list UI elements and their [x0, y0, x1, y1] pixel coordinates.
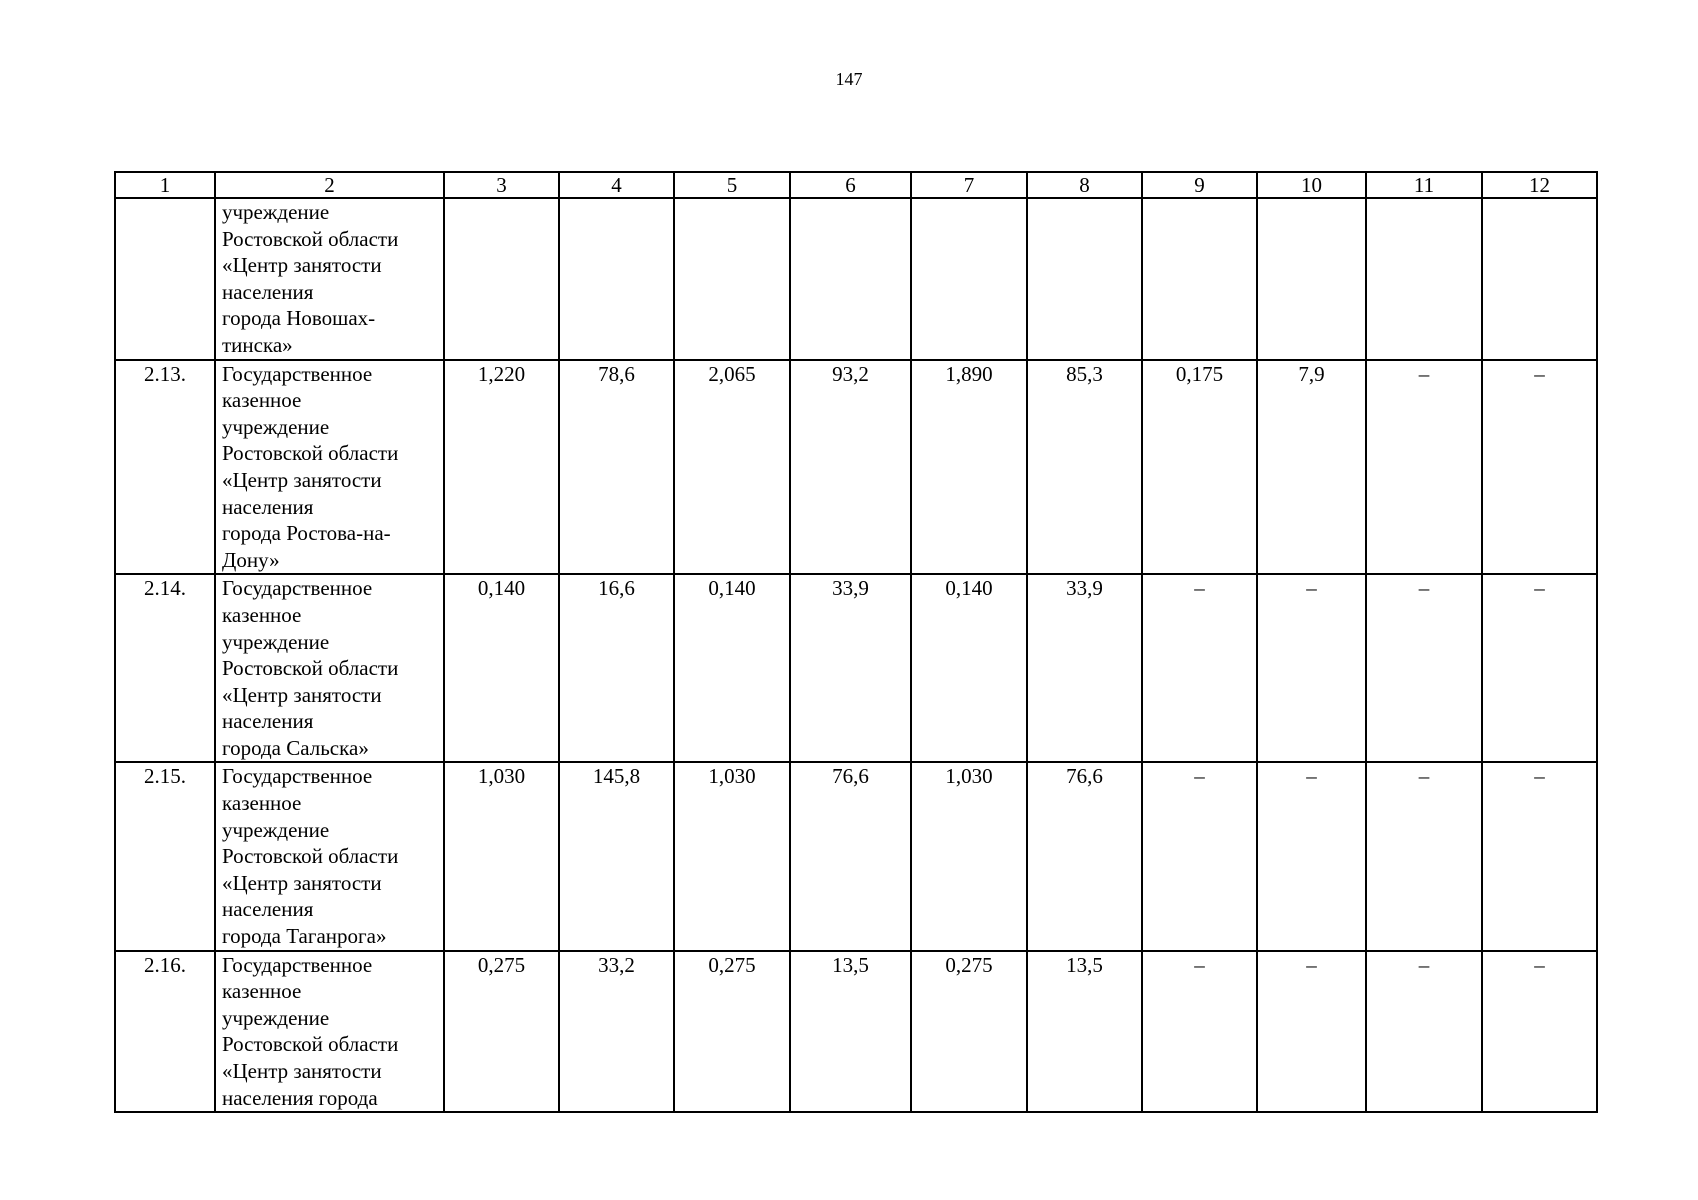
cell-value — [674, 198, 790, 360]
table-row — [115, 951, 1597, 1113]
row-number: 2.13. — [115, 360, 215, 575]
cell-value — [444, 198, 559, 360]
cell-value: 33,9 — [790, 574, 911, 762]
cell-value: 13,5 — [790, 951, 911, 1113]
cell-value: – — [1366, 951, 1482, 1113]
cell-value: 0,140 — [674, 574, 790, 762]
cell-value: – — [1257, 762, 1366, 950]
cell-value: 76,6 — [1027, 762, 1142, 950]
row-number: 2.14. — [115, 574, 215, 762]
cell-value: – — [1482, 574, 1597, 762]
cell-value: 145,8 — [559, 762, 674, 950]
cell-value: 78,6 — [559, 360, 674, 575]
cell-value: 85,3 — [1027, 360, 1142, 575]
cell-value: – — [1366, 762, 1482, 950]
table-row — [115, 360, 1597, 575]
cell-value: – — [1482, 762, 1597, 950]
cell-value: 0,275 — [911, 951, 1027, 1113]
institution-name: Государственное казенное учреждение Ростовской области «Центр занятости населения города Ростова-на- Дону» — [215, 360, 444, 575]
cell-value: 16,6 — [559, 574, 674, 762]
institution-name: Государственное казенное учреждение Ростовской области «Центр занятости населения города Таганрога» — [215, 762, 444, 950]
column-header: 12 — [1482, 172, 1597, 198]
column-header: 4 — [559, 172, 674, 198]
cell-value — [559, 198, 674, 360]
cell-value — [1027, 198, 1142, 360]
column-header: 3 — [444, 172, 559, 198]
cell-value: – — [1142, 951, 1257, 1113]
cell-value: 0,275 — [674, 951, 790, 1113]
cell-value: 33,9 — [1027, 574, 1142, 762]
cell-value: 76,6 — [790, 762, 911, 950]
cell-value: 0,140 — [444, 574, 559, 762]
table-row — [115, 198, 1597, 360]
cell-value — [1482, 198, 1597, 360]
table-header-row — [115, 172, 1597, 198]
row-number — [115, 198, 215, 360]
cell-value: – — [1257, 951, 1366, 1113]
column-header: 1 — [115, 172, 215, 198]
cell-value: 7,9 — [1257, 360, 1366, 575]
cell-value: 33,2 — [559, 951, 674, 1113]
cell-value: – — [1366, 574, 1482, 762]
cell-value: 0,140 — [911, 574, 1027, 762]
page-number: 147 — [835, 69, 863, 89]
cell-value — [1257, 198, 1366, 360]
cell-value: – — [1366, 360, 1482, 575]
cell-value: 93,2 — [790, 360, 911, 575]
institution-name: Государственное казенное учреждение Ростовской области «Центр занятости населения города Сальска» — [215, 574, 444, 762]
cell-value: 1,220 — [444, 360, 559, 575]
column-header: 6 — [790, 172, 911, 198]
table-row — [115, 574, 1597, 762]
column-header: 10 — [1257, 172, 1366, 198]
institution-name: учреждение Ростовской области «Центр занятости населения города Новошах- тинска» — [215, 198, 444, 360]
cell-value: 0,175 — [1142, 360, 1257, 575]
cell-value: 1,890 — [911, 360, 1027, 575]
row-number: 2.15. — [115, 762, 215, 950]
cell-value: 13,5 — [1027, 951, 1142, 1113]
column-header: 2 — [215, 172, 444, 198]
cell-value: – — [1482, 951, 1597, 1113]
row-number: 2.16. — [115, 951, 215, 1113]
cell-value: 1,030 — [911, 762, 1027, 950]
column-header: 11 — [1366, 172, 1482, 198]
cell-value: – — [1482, 360, 1597, 575]
cell-value: – — [1142, 762, 1257, 950]
column-header: 8 — [1027, 172, 1142, 198]
table-row — [115, 762, 1597, 950]
cell-value: 0,275 — [444, 951, 559, 1113]
column-header: 5 — [674, 172, 790, 198]
cell-value: 2,065 — [674, 360, 790, 575]
cell-value — [911, 198, 1027, 360]
cell-value — [790, 198, 911, 360]
cell-value — [1366, 198, 1482, 360]
column-header: 7 — [911, 172, 1027, 198]
cell-value: – — [1257, 574, 1366, 762]
cell-value — [1142, 198, 1257, 360]
institution-name: Государственное казенное учреждение Ростовской области «Центр занятости населения города — [215, 951, 444, 1113]
cell-value: 1,030 — [444, 762, 559, 950]
cell-value: 1,030 — [674, 762, 790, 950]
column-header: 9 — [1142, 172, 1257, 198]
data-table — [114, 171, 1598, 1113]
cell-value: – — [1142, 574, 1257, 762]
